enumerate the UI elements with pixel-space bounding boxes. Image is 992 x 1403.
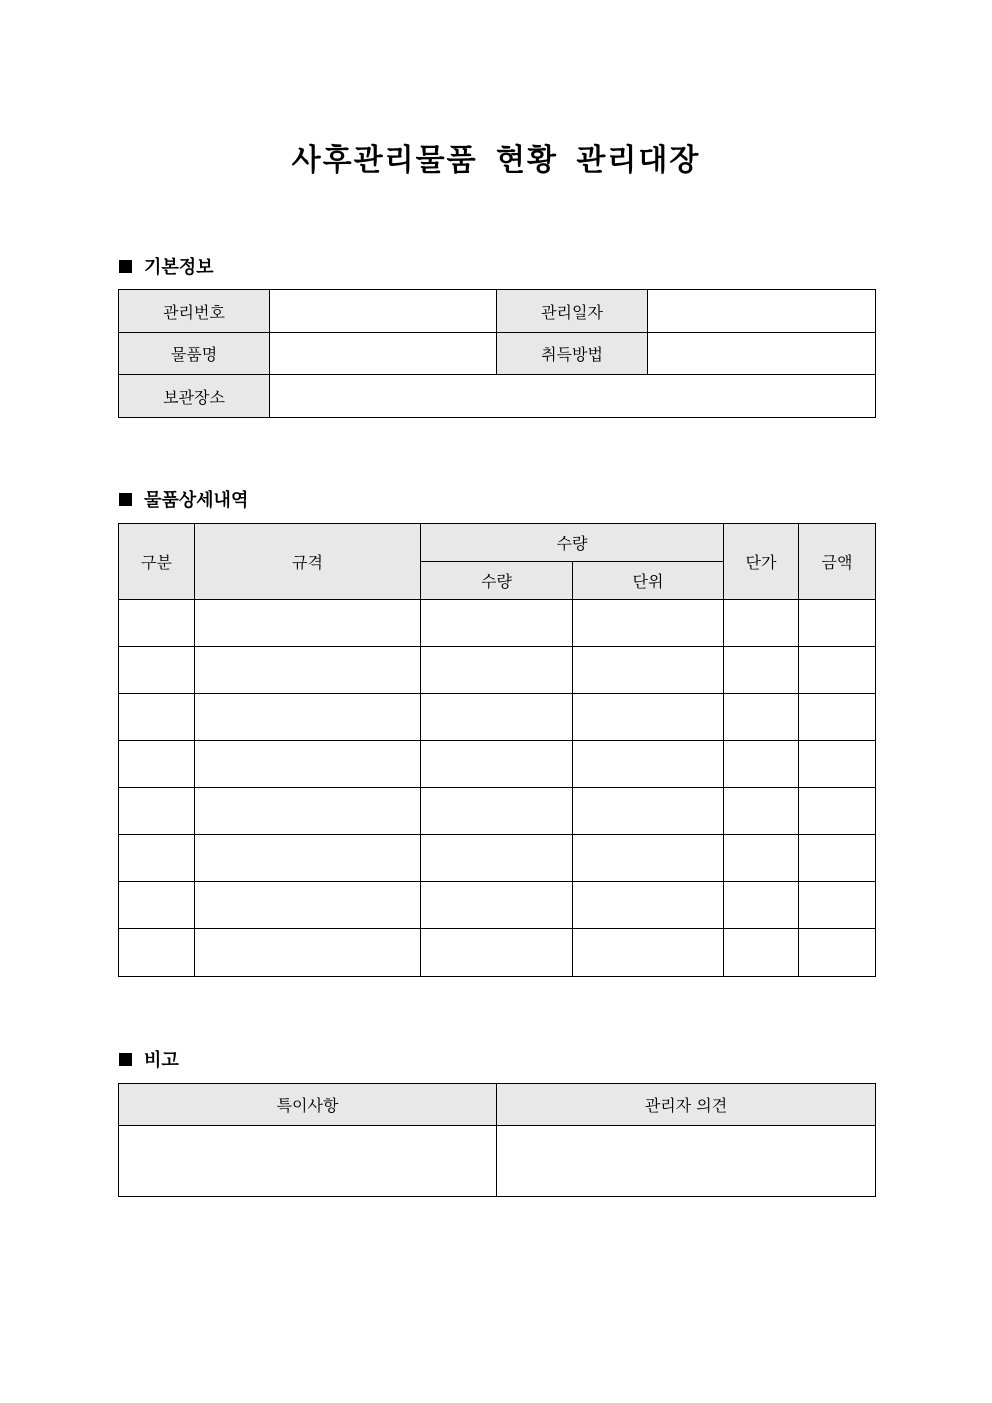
table-row xyxy=(119,600,876,647)
unit-cell[interactable] xyxy=(573,788,724,835)
category-cell[interactable] xyxy=(119,600,195,647)
unit-price-cell[interactable] xyxy=(724,600,799,647)
amount-header: 금액 xyxy=(799,524,876,600)
item-name-field[interactable] xyxy=(270,333,497,375)
unit-price-cell[interactable] xyxy=(724,694,799,741)
quantity-header: 수량 xyxy=(421,562,573,600)
quantity-cell[interactable] xyxy=(421,600,573,647)
amount-cell[interactable] xyxy=(799,600,876,647)
category-cell[interactable] xyxy=(119,835,195,882)
unit-price-cell[interactable] xyxy=(724,788,799,835)
category-cell[interactable] xyxy=(119,882,195,929)
table-row xyxy=(119,741,876,788)
spec-cell[interactable] xyxy=(195,882,421,929)
quantity-cell[interactable] xyxy=(421,741,573,788)
unit-header: 단위 xyxy=(573,562,724,600)
category-cell[interactable] xyxy=(119,741,195,788)
unit-cell[interactable] xyxy=(573,647,724,694)
quantity-cell[interactable] xyxy=(421,788,573,835)
quantity-cell[interactable] xyxy=(421,929,573,977)
unit-price-cell[interactable] xyxy=(724,647,799,694)
management-number-label: 관리번호 xyxy=(119,290,270,333)
unit-price-cell[interactable] xyxy=(724,929,799,977)
amount-cell[interactable] xyxy=(799,788,876,835)
spec-cell[interactable] xyxy=(195,788,421,835)
management-number-field[interactable] xyxy=(270,290,497,333)
table-row xyxy=(119,647,876,694)
acquisition-method-field[interactable] xyxy=(648,333,876,375)
spec-header: 규격 xyxy=(195,524,421,600)
category-header: 구분 xyxy=(119,524,195,600)
table-row xyxy=(119,835,876,882)
square-bullet-icon xyxy=(119,260,132,273)
unit-price-cell[interactable] xyxy=(724,882,799,929)
spec-cell[interactable] xyxy=(195,835,421,882)
quantity-cell[interactable] xyxy=(421,694,573,741)
amount-cell[interactable] xyxy=(799,741,876,788)
unit-cell[interactable] xyxy=(573,835,724,882)
unit-price-cell[interactable] xyxy=(724,741,799,788)
quantity-cell[interactable] xyxy=(421,647,573,694)
unit-cell[interactable] xyxy=(573,929,724,977)
unit-cell[interactable] xyxy=(573,882,724,929)
unit-cell[interactable] xyxy=(573,694,724,741)
category-cell[interactable] xyxy=(119,929,195,977)
section-heading-basic-info xyxy=(119,253,214,279)
unit-cell[interactable] xyxy=(573,741,724,788)
table-row xyxy=(119,882,876,929)
remarks-table xyxy=(118,1083,876,1197)
amount-cell[interactable] xyxy=(799,929,876,977)
spec-cell[interactable] xyxy=(195,929,421,977)
item-name-label: 물품명 xyxy=(119,333,270,375)
unit-price-header: 단가 xyxy=(724,524,799,600)
section-title: 비고 xyxy=(144,1050,179,1071)
quantity-group-header: 수량 xyxy=(421,524,724,562)
category-cell[interactable] xyxy=(119,694,195,741)
square-bullet-icon xyxy=(119,493,132,506)
spec-cell[interactable] xyxy=(195,694,421,741)
management-date-field[interactable] xyxy=(648,290,876,333)
table-row xyxy=(119,788,876,835)
item-details-table xyxy=(118,523,876,977)
manager-opinion-header: 관리자 의견 xyxy=(497,1084,876,1126)
basic-info-table xyxy=(118,289,876,418)
storage-location-label: 보관장소 xyxy=(119,375,270,418)
unit-cell[interactable] xyxy=(573,600,724,647)
spec-cell[interactable] xyxy=(195,600,421,647)
page-title: 사후관리물품 현황 관리대장 xyxy=(291,143,701,178)
quantity-cell[interactable] xyxy=(421,882,573,929)
acquisition-method-label: 취득방법 xyxy=(497,333,648,375)
table-row xyxy=(119,694,876,741)
section-title: 물품상세내역 xyxy=(144,490,249,511)
unit-price-cell[interactable] xyxy=(724,835,799,882)
spec-cell[interactable] xyxy=(195,741,421,788)
amount-cell[interactable] xyxy=(799,835,876,882)
amount-cell[interactable] xyxy=(799,647,876,694)
storage-location-field[interactable] xyxy=(270,375,876,418)
manager-opinion-field[interactable] xyxy=(497,1126,876,1197)
special-notes-field[interactable] xyxy=(119,1126,497,1197)
category-cell[interactable] xyxy=(119,788,195,835)
table-row xyxy=(119,929,876,977)
section-title: 기본정보 xyxy=(144,257,214,278)
quantity-cell[interactable] xyxy=(421,835,573,882)
special-notes-header: 특이사항 xyxy=(119,1084,497,1126)
section-heading-item-details xyxy=(119,486,248,512)
amount-cell[interactable] xyxy=(799,882,876,929)
square-bullet-icon xyxy=(119,1053,132,1066)
spec-cell[interactable] xyxy=(195,647,421,694)
amount-cell[interactable] xyxy=(799,694,876,741)
category-cell[interactable] xyxy=(119,647,195,694)
section-heading-remarks xyxy=(119,1046,179,1072)
management-date-label: 관리일자 xyxy=(497,290,648,333)
